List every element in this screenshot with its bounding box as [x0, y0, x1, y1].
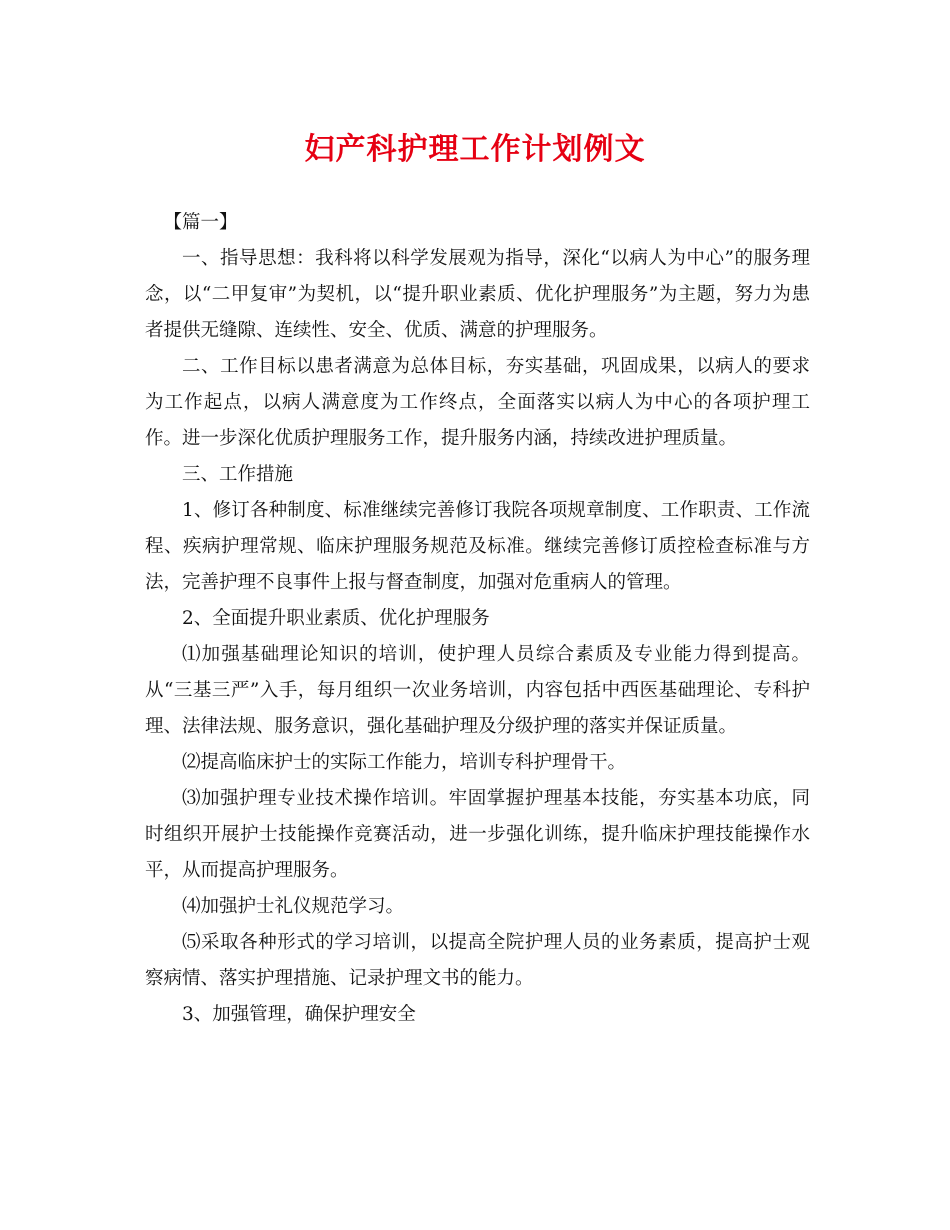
section-heading: 【篇一】	[163, 212, 238, 233]
paragraph-item-1: ⑴加强基础理论知识的培训，使护理人员综合素质及专业能力得到提高。从“三基三严”入手，每月组织一次业务培训，内容包括中西医基础理论、专科护理、法律法规、服务意识，强化基础护理及分级护理的落实并保证质量。	[145, 644, 810, 737]
paragraph-item-4: ⑷加强护士礼仪规范学习。	[182, 896, 405, 917]
paragraph-item-5: ⑸采取各种形式的学习培训，以提高全院护理人员的业务素质，提高护士观察病情、落实护理措施、记录护理文书的能力。	[145, 932, 810, 989]
document-body	[145, 205, 810, 1033]
document-title: 妇产科护理工作计划例文	[304, 132, 646, 167]
paragraph-item-2: ⑵提高临床护士的实际工作能力，培训专科护理骨干。	[182, 752, 627, 773]
paragraph-work-measures-heading: 三、工作措施	[182, 464, 294, 485]
paragraph-measure-1: 1、修订各种制度、标准继续完善修订我院各项规章制度、工作职责、工作流程、疾病护理常规、临床护理服务规范及标准。继续完善修订质控检查标准与方法，完善护理不良事件上报与督查制度，加强对危重病人的管理。	[145, 500, 810, 593]
paragraph-work-goals: 二、工作目标以患者满意为总体目标，夯实基础，巩固成果，以病人的要求为工作起点，以病人满意度为工作终点，全面落实以病人为中心的各项护理工作。进一步深化优质护理服务工作，提升服务内涵，持续改进护理质量。	[145, 356, 810, 449]
paragraph-measure-2: 2、全面提升职业素质、优化护理服务	[182, 608, 490, 629]
paragraph-item-3: ⑶加强护理专业技术操作培训。牢固掌握护理基本技能，夯实基本功底，同时组织开展护士技能操作竞赛活动，进一步强化训练，提升临床护理技能操作水平，从而提高护理服务。	[145, 788, 810, 881]
paragraph-guiding-ideology: 一、指导思想：我科将以科学发展观为指导，深化“以病人为中心”的服务理念，以“二甲复审”为契机，以“提升职业素质、优化护理服务”为主题，努力为患者提供无缝隙、连续性、安全、优质、满意的护理服务。	[145, 248, 810, 341]
paragraph-measure-3: 3、加强管理，确保护理安全	[182, 1004, 416, 1025]
